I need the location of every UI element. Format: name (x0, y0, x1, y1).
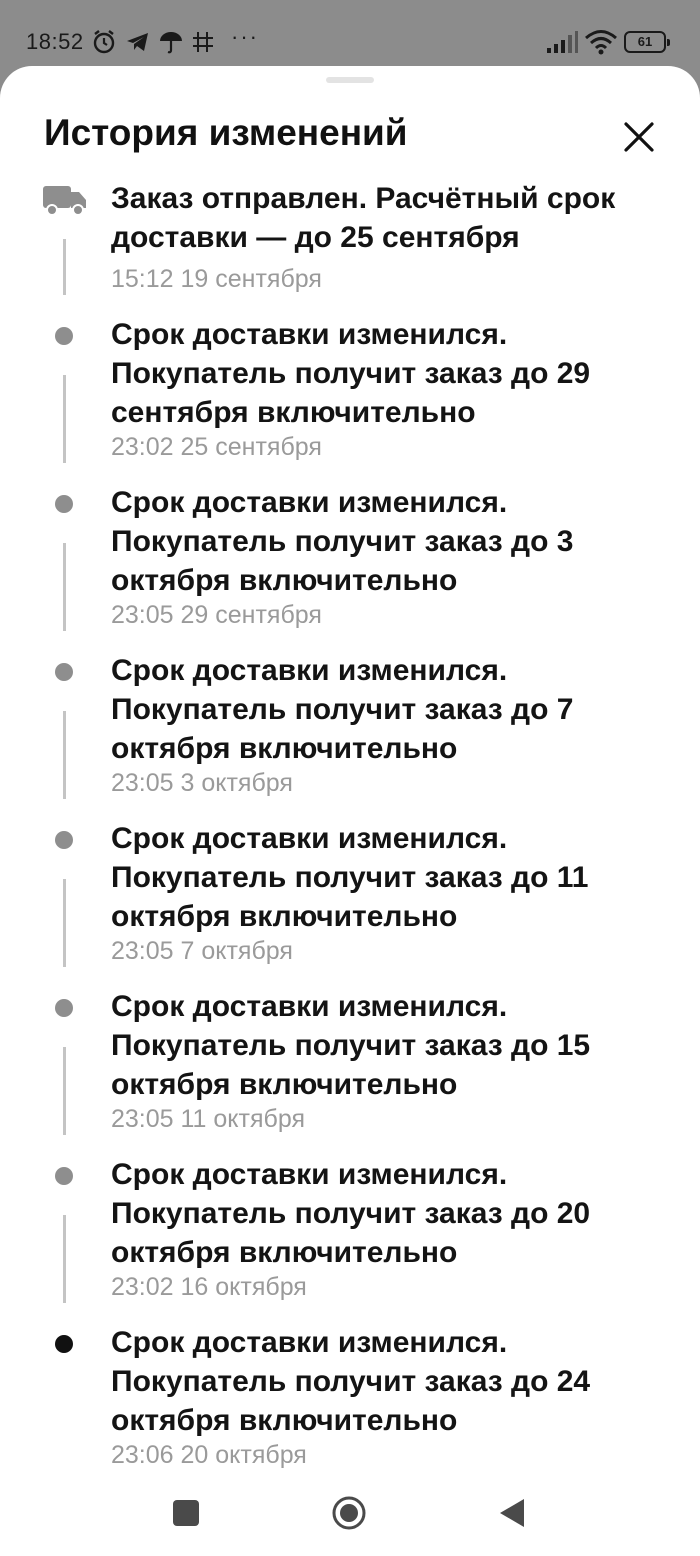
event-time: 23:05 3 октября (111, 769, 293, 797)
timeline-dot (55, 831, 73, 849)
event-text: Срок доставки изменился. Покупатель получит заказ до 7 октября включительно (111, 654, 574, 765)
timeline-connector (63, 375, 66, 463)
timeline-dot-current (55, 1335, 73, 1353)
event-time: 23:02 16 октября (111, 1273, 307, 1301)
timeline-dot (55, 999, 73, 1017)
event-time: 23:06 20 октября (111, 1441, 307, 1469)
event-text: Срок доставки изменился. Покупатель получит заказ до 29 сентября включительно (111, 318, 591, 429)
status-time: 18:52 (26, 29, 84, 54)
timeline-dot (55, 495, 73, 513)
timeline-connector (63, 879, 66, 967)
telegram-icon (124, 28, 152, 56)
timeline-connector (63, 711, 66, 799)
grid-icon (190, 28, 216, 56)
event-time: 23:05 7 октября (111, 937, 293, 965)
wifi-icon (584, 28, 618, 56)
truck-icon (42, 182, 88, 218)
timeline-connector (63, 239, 66, 295)
close-button[interactable] (618, 116, 660, 158)
umbrella-icon (158, 28, 184, 56)
navigation-bar (0, 1470, 700, 1556)
event-text: Срок доставки изменился. Покупатель получит заказ до 24 октября включительно (111, 1326, 591, 1437)
event-text: Срок доставки изменился. Покупатель получит заказ до 20 октября включительно (111, 1158, 591, 1269)
timeline-dot (55, 663, 73, 681)
timeline-connector (63, 543, 66, 631)
event-text: Срок доставки изменился. Покупатель получит заказ до 15 октября включительно (111, 990, 591, 1101)
status-bar (0, 0, 700, 70)
event-text: Заказ отправлен. Расчётный срок доставки — до 25 сентября (111, 182, 616, 254)
alarm-icon (90, 28, 118, 56)
circle-icon[interactable] (331, 1495, 367, 1531)
close-icon (618, 116, 660, 158)
triangle-back-icon[interactable] (498, 1497, 526, 1529)
event-time: 23:05 11 октября (111, 1105, 305, 1133)
event-time: 23:02 25 сентября (111, 433, 322, 461)
sheet-title: История изменений (44, 112, 408, 153)
timeline-dot (55, 327, 73, 345)
square-icon[interactable] (172, 1499, 200, 1527)
battery-indicator: 61 (624, 31, 666, 53)
timeline-connector (63, 1047, 66, 1135)
sheet-drag-handle[interactable] (326, 77, 374, 83)
event-time: 23:05 29 сентября (111, 601, 322, 629)
event-text: Срок доставки изменился. Покупатель получит заказ до 3 октября включительно (111, 486, 574, 597)
timeline-dot (55, 1167, 73, 1185)
history-sheet (0, 66, 700, 1556)
more-notifications: ··· (231, 24, 259, 49)
signal-icon (546, 28, 578, 56)
timeline-connector (63, 1215, 66, 1303)
event-text: Срок доставки изменился. Покупатель получит заказ до 11 октября включительно (111, 822, 589, 933)
event-time: 15:12 19 сентября (111, 265, 322, 293)
